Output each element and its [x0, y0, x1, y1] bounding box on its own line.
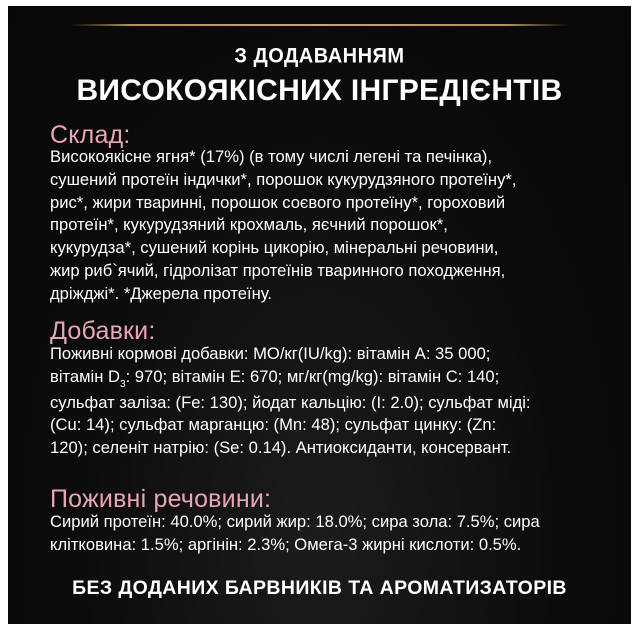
- vitamin-d-label: вітамін D: [50, 366, 120, 386]
- additives-line-vitamin-d: [50, 366, 610, 392]
- composition-title: Склад:: [50, 121, 131, 149]
- vitamin-d-rest: : 970; вітамін Е: 670; мг/кг(mg/kg): вітамін С: 140;: [125, 366, 500, 386]
- composition-line: дріжджі*. *Джерела протеїну.: [50, 283, 273, 303]
- ingredients-panel: [8, 6, 631, 624]
- composition-text: [50, 146, 610, 306]
- nutrients-title: Поживні речовини:: [50, 485, 272, 513]
- gold-divider-line: [70, 24, 569, 26]
- heading-subtitle: З ДОДАВАННЯМ: [234, 44, 405, 68]
- composition-line: Високоякісне ягня* (17%) (в тому числі легені та печінка),: [50, 147, 493, 166]
- composition-line: жир риб`ячий, гідролізат протеїнів тваринного походження,: [50, 260, 506, 280]
- nutrients-line: клітковина: 1.5%; аргінін: 2.3%; Омега-3 жирні кислоти: 0.5%.: [50, 534, 522, 554]
- footer-statement: БЕЗ ДОДАНИХ БАРВНИКІВ ТА АРОМАТИЗАТОРІВ: [72, 577, 567, 599]
- nutrients-text: [50, 511, 610, 557]
- composition-line: кукурудза*, сушений корінь цикорію, мінеральні речовини,: [50, 238, 499, 258]
- additives-line: 120); селеніт натрію: (Se: 0.14). Антиоксиданти, консервант.: [50, 438, 512, 458]
- additives-title: Добавки:: [50, 317, 156, 345]
- additives-line: (Cu: 14); сульфат марганцю: (Mn: 48); сульфат цинку: (Zn:: [50, 415, 497, 435]
- vitamin-d-subscript: 3: [120, 378, 126, 390]
- additives-line: сульфат заліза: (Fe: 130); йодат кальцію: (I: 2.0); сульфат міді:: [50, 392, 531, 412]
- composition-line: протеїн*, кукурудзяний крохмаль, яєчний порошок*,: [50, 215, 448, 235]
- additives-text: [50, 343, 610, 460]
- heading-title: ВИСОКОЯКІСНИХ ІНГРЕДІЄНТІВ: [76, 74, 563, 107]
- composition-line: рис*, жири тваринні, порошок соєвого протеїну*, гороховий: [50, 192, 506, 212]
- composition-line: сушений протеїн індички*, порошок кукурудзяного протеїну*,: [50, 169, 517, 189]
- nutrients-line: Сирий протеїн: 40.0%; сирий жир: 18.0%; сира зола: 7.5%; сира: [50, 512, 540, 531]
- additives-line: Поживні кормові добавки: МО/кг(IU/kg): вітамін А: 35 000;: [50, 344, 491, 363]
